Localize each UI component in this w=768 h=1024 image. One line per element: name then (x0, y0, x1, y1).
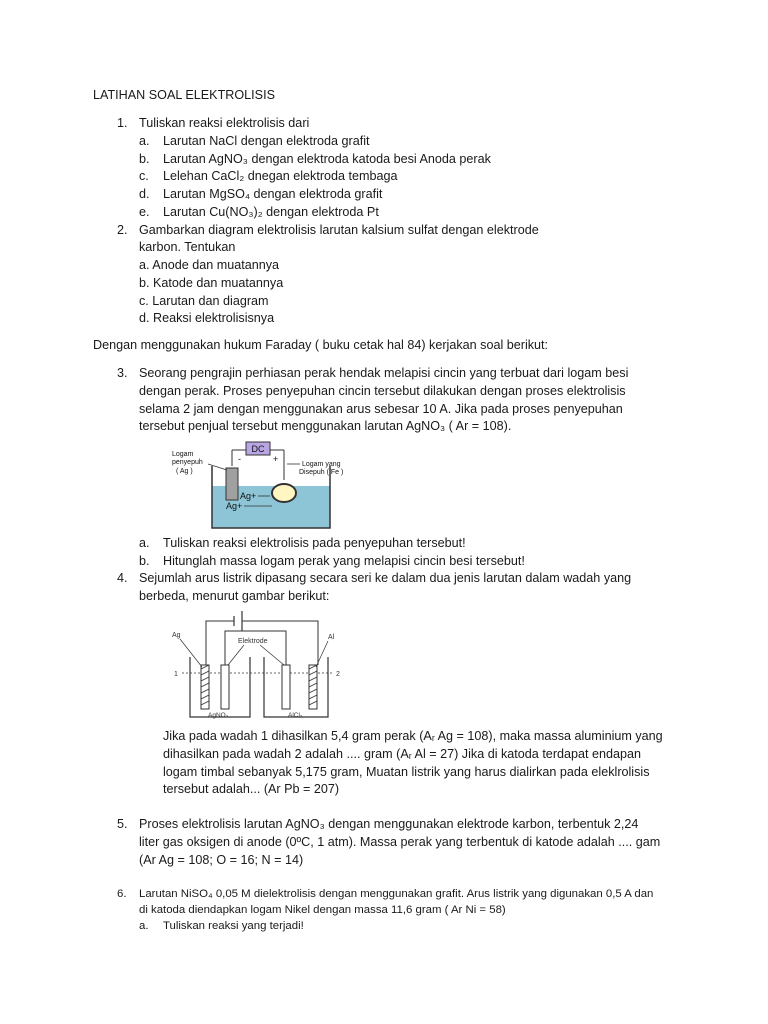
question-text: liter gas oksigen di anode (0ºC, 1 atm). Massa perak yang terbentuk di katode adalah .... gam (139, 835, 661, 849)
item-label: a. (139, 536, 150, 550)
wire-between-cells (225, 631, 286, 665)
question-number: 3. (117, 366, 128, 380)
question-number: 1. (117, 116, 128, 130)
question-text: tersebut adalah... (Ar Pb = 207) (163, 782, 340, 796)
item-label: b. (139, 554, 150, 568)
item-label: a. (139, 134, 150, 148)
question-text: tersebut penjual tersebut menggunakan larutan AgNO₃ ( Ar = 108). (139, 419, 512, 433)
solution-label: AlCl₃ (288, 712, 303, 719)
pointer-ag (180, 639, 202, 667)
question-number: 4. (117, 571, 128, 585)
label-logam-penyepuh: Logam (172, 451, 194, 458)
question-number: 5. (117, 817, 128, 831)
container-number: 2 (336, 671, 340, 678)
pointer-elektrode (228, 645, 244, 665)
electroplating-diagram (172, 440, 344, 530)
pointer-left (208, 464, 227, 470)
al-label: Al (328, 634, 335, 641)
question-text: Seorang pengrajin perhiasan perak hendak melapisi cincin yang terbuat dari logam besi (139, 366, 629, 380)
inert-electrode (282, 665, 290, 709)
ion-label: Ag+ (226, 501, 243, 511)
ion-label: Ag+ (240, 491, 257, 501)
question-text: Proses elektrolisis larutan AgNO₃ dengan menggunakan elektrode karbon, terbentuk 2,24 (139, 817, 639, 831)
item-text: Larutan MgSO₄ dengan elektroda grafit (163, 187, 383, 201)
label-logam-disepuh: Logam yang (302, 461, 341, 468)
question-text: selama 2 jam dengan menggunakan arus sebesar 10 A. Jika pada proses penyepuhan (139, 402, 623, 416)
item-text: Tuliskan reaksi elektrolisis pada penyepuhan tersebut! (163, 536, 466, 550)
question-text: karbon. Tentukan (139, 240, 236, 254)
question-text: logam timbal sebanyak 5,175 gram, Muatan listrik yang harus dialirkan pada eleklrolisis (163, 765, 650, 779)
question-text: Sejumlah arus listrik dipasang secara seri ke dalam dua jenis larutan dalam wadah yang (139, 571, 632, 585)
series-cells-diagram (168, 605, 348, 725)
elektrode-label: Elektrode (238, 638, 268, 645)
question-number: 2. (117, 223, 128, 237)
question-text: (Ar Ag = 108; O = 16; N = 14) (139, 853, 304, 867)
question-number: 6. (117, 888, 127, 900)
page-title: LATIHAN SOAL ELEKTROLISIS (93, 88, 275, 102)
item-text: Tuliskan reaksi yang terjadi! (163, 920, 304, 932)
question-text: di katoda diendapkan logam Nikel dengan massa 11,6 gram ( Ar Ni = 58) (139, 904, 506, 916)
item-text: b. Katode dan muatannya (139, 276, 284, 290)
item-text: Lelehan CaCl₂ dnegan elektroda tembaga (163, 169, 398, 183)
ag-label: Ag (172, 632, 181, 639)
item-text: Larutan NaCl dengan elektroda grafit (163, 134, 370, 148)
question-text: Larutan NiSO₄ 0,05 M dielektrolisis dengan menggunakan grafit. Arus listrik yang digunakan 0,5 A dan (139, 888, 654, 900)
container-1 (190, 657, 250, 717)
item-text: Larutan Cu(NO₃)₂ dengan elektroda Pt (163, 205, 379, 219)
minus-sign: - (238, 454, 241, 464)
question-text: Jika pada wadah 1 dihasilkan 5,4 gram perak (Aᵣ Ag = 108), maka massa aluminium yang (163, 729, 663, 743)
container-2 (264, 657, 328, 717)
question-text: Gambarkan diagram elektrolisis larutan kalsium sulfat dengan elektrode (139, 223, 539, 237)
solution-label: AgNO₃ (208, 712, 229, 719)
silver-anode (226, 468, 238, 500)
item-label: e. (139, 205, 150, 219)
item-text: Larutan AgNO₃ dengan elektroda katoda besi Anoda perak (163, 152, 491, 166)
iron-ring (272, 484, 296, 502)
item-label: b. (139, 152, 150, 166)
dc-label: DC (251, 444, 265, 454)
question-text: dengan perak. Proses penyepuhan cincin tersebut dilakukan dengan proses elektrolisis (139, 384, 626, 398)
item-label: d. (139, 187, 150, 201)
item-text: c. Larutan dan diagram (139, 294, 269, 308)
item-label: a. (139, 920, 149, 932)
inert-electrode (221, 665, 229, 709)
container-number: 1 (174, 671, 178, 678)
section-intro: Dengan menggunakan hukum Faraday ( buku cetak hal 84) kerjakan soal berikut: (93, 338, 549, 352)
question-text: berbeda, menurut gambar berikut: (139, 589, 330, 603)
label-logam-penyepuh: penyepuh (172, 459, 203, 466)
item-text: Hitunglah massa logam perak yang melapisi cincin besi tersebut! (163, 554, 525, 568)
label-logam-disepuh: Disepuh ( Fe ) (299, 469, 344, 476)
item-label: c. (139, 169, 149, 183)
item-text: d. Reaksi elektrolisisnya (139, 311, 275, 325)
question-text: Tuliskan reaksi elektrolisis dari (139, 116, 310, 130)
wire-to-ag (206, 621, 234, 665)
question-text: dihasilkan pada wadah 2 adalah .... gram (Aᵣ Al = 27) Jika di katoda terdapat endapan (163, 747, 642, 761)
plus-sign: + (273, 454, 279, 464)
item-text: a. Anode dan muatannya (139, 258, 280, 272)
label-logam-penyepuh: ( Ag ) (176, 468, 193, 475)
